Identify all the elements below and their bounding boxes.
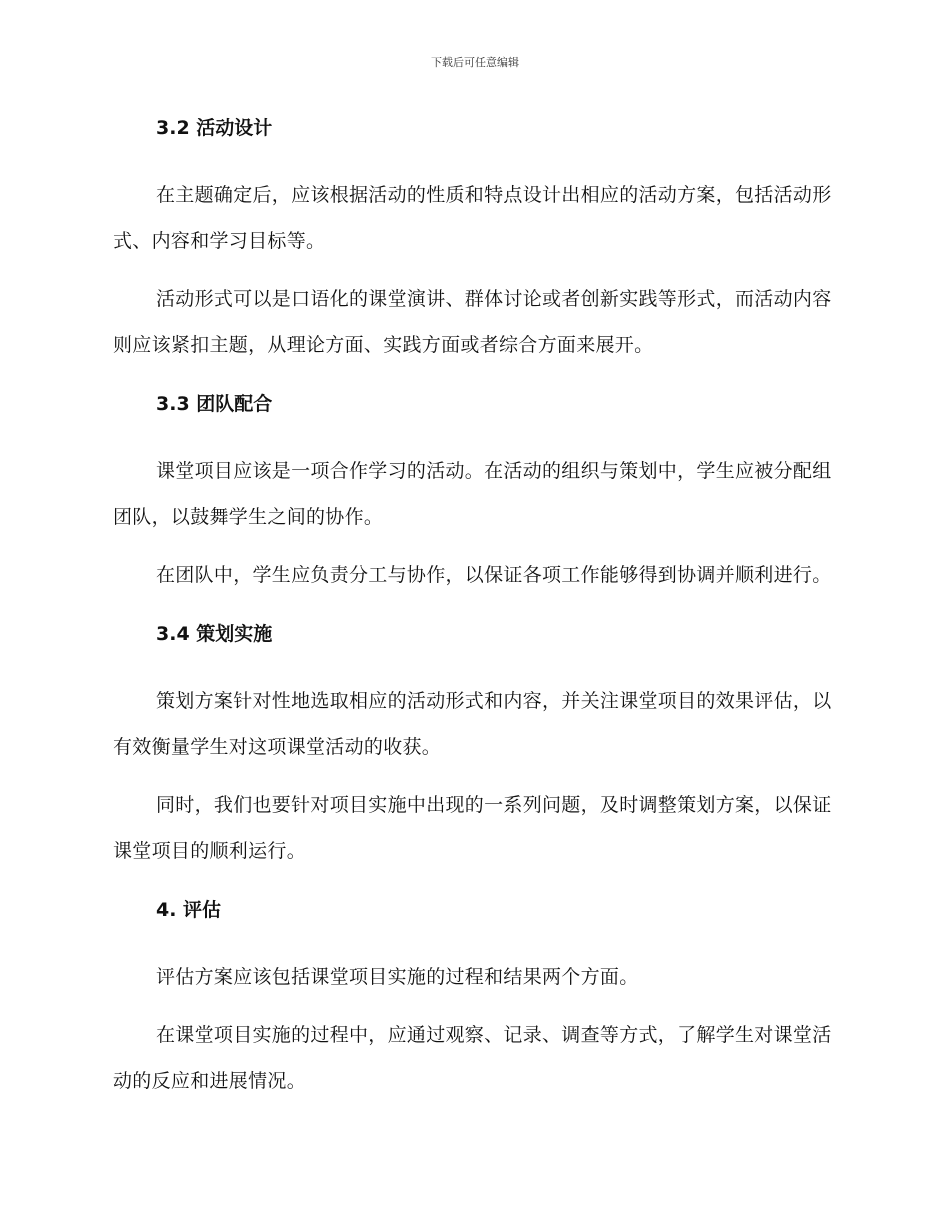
paragraph: 策划方案针对性地选取相应的活动形式和内容，并关注课堂项目的效果评估，以有效衡量学生对这项课堂活动的收获。 <box>113 690 832 758</box>
paragraph: 课堂项目应该是一项合作学习的活动。在活动的组织与策划中，学生应被分配组团队，以鼓舞学生之间的协作。 <box>113 460 832 528</box>
paragraph: 同时，我们也要针对项目实施中出现的一系列问题，及时调整策划方案，以保证课堂项目的顺利运行。 <box>113 794 832 862</box>
document-body <box>113 114 833 1104</box>
section-heading-3-4: 3.4 策划实施 <box>156 623 273 645</box>
paragraph: 在主题确定后，应该根据活动的性质和特点设计出相应的活动方案，包括活动形式、内容和学习目标等。 <box>113 184 832 252</box>
paragraph: 评估方案应该包括课堂项目实施的过程和结果两个方面。 <box>156 966 639 988</box>
paragraph: 在团队中，学生应负责分工与协作，以保证各项工作能够得到协调并顺利进行。 <box>156 564 832 586</box>
section-heading-4: 4. 评估 <box>156 899 222 921</box>
section-heading-3-3: 3.3 团队配合 <box>156 393 273 415</box>
header-note: 下载后可任意编辑 <box>431 56 519 69</box>
section-heading-3-2: 3.2 活动设计 <box>156 117 273 139</box>
paragraph: 在课堂项目实施的过程中，应通过观察、记录、调查等方式，了解学生对课堂活动的反应和进展情况。 <box>113 1024 832 1092</box>
paragraph: 活动形式可以是口语化的课堂演讲、群体讨论或者创新实践等形式，而活动内容则应该紧扣主题，从理论方面、实践方面或者综合方面来展开。 <box>113 288 832 356</box>
